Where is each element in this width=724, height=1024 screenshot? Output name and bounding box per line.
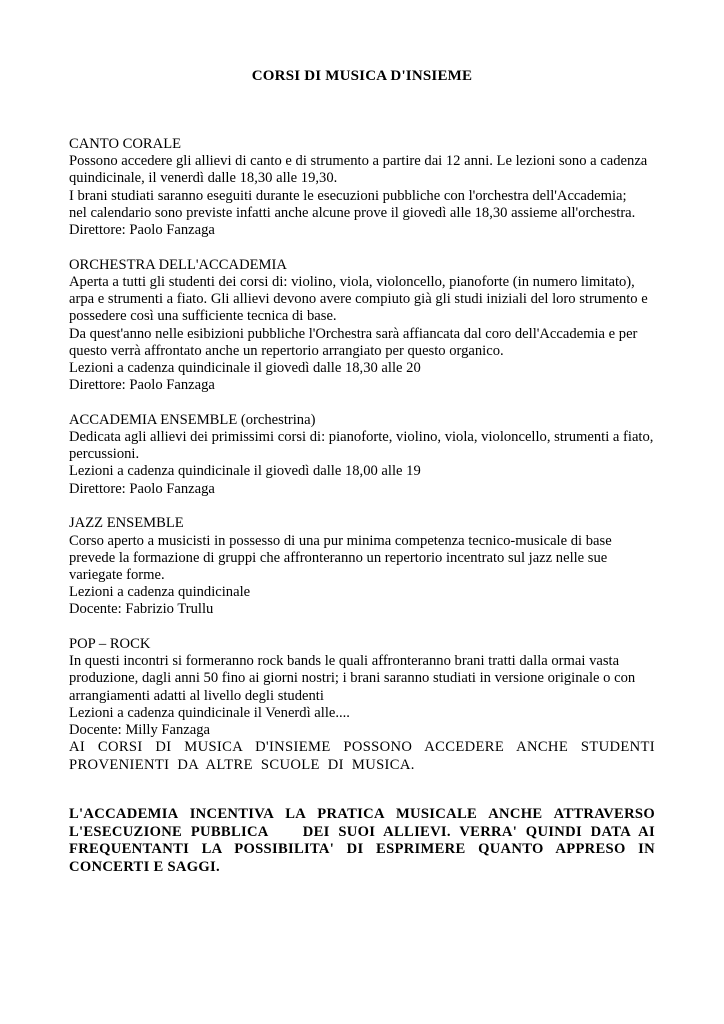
section-pop-rock xyxy=(69,636,659,739)
section-text: Lezioni a cadenza quindicinale xyxy=(69,584,251,601)
bold-note-line: FREQUENTANTI LA POSSIBILITA' DI ESPRIMERE QUANTO APPRESO IN xyxy=(69,841,655,858)
section-text: produzione, dagli anni 50 fino ai giorni nostri; i brani saranno studiati in versione originale o con xyxy=(69,670,636,687)
section-heading: ACCADEMIA ENSEMBLE (orchestrina) xyxy=(69,411,316,428)
note-line: PROVENIENTI DA ALTRE SCUOLE DI MUSICA. xyxy=(69,756,415,773)
section-text: Lezioni a cadenza quindicinale il giovedì dalle 18,30 alle 20 xyxy=(69,359,421,376)
section-text: Docente: Fabrizio Trullu xyxy=(69,601,214,618)
section-text: In questi incontri si formeranno rock bands le quali affronteranno brani tratti dalla ormai vasta xyxy=(69,653,620,670)
bold-note-line: L'ACCADEMIA INCENTIVA LA PRATICA MUSICALE ANCHE ATTRAVERSO xyxy=(69,806,655,822)
section-text: arpa e strumenti a fiato. Gli allievi devono avere compiuto già gli studi iniziali del loro strumento e xyxy=(69,291,648,308)
section-text: Aperta a tutti gli studenti dei corsi di: violino, viola, violoncello, pianoforte (in numero limitato), xyxy=(69,273,635,290)
section-text: Direttore: Paolo Fanzaga xyxy=(69,480,215,497)
bold-note-line: L'ESECUZIONE PUBBLICA DEI SUOI ALLIEVI. VERRA' QUINDI DATA AI xyxy=(69,823,655,840)
section-text: Docente: Milly Fanzaga xyxy=(69,722,211,739)
incentive-note xyxy=(69,806,655,876)
section-heading: JAZZ ENSEMBLE xyxy=(69,515,184,532)
section-text: Dedicata agli allievi dei primissimi corsi di: pianoforte, violino, viola, violoncello, strumenti a fiato, xyxy=(69,429,654,446)
section-text: Da quest'anno nelle esibizioni pubbliche l'Orchestra sarà affiancata dal coro dell'Accademia e per xyxy=(69,325,638,342)
section-text: nel calendario sono previste infatti anche alcune prove il giovedì alle 18,30 assieme all'orchestra. xyxy=(69,204,636,221)
section-accademia-ensemble xyxy=(69,412,659,498)
section-text: questo verrà affrontato anche un repertorio arrangiato per questo organico. xyxy=(69,342,504,359)
section-text: percussioni. xyxy=(69,446,140,463)
section-text: Possono accedere gli allievi di canto e di strumento a partire dai 12 anni. Le lezioni sono a cadenza xyxy=(69,153,648,170)
section-heading: CANTO CORALE xyxy=(69,136,182,152)
section-heading: POP – ROCK xyxy=(69,636,151,653)
section-text: Corso aperto a musicisti in possesso di una pur minima competenza tecnico-musicale di base xyxy=(69,532,612,549)
section-text: quindicinale, il venerdì dalle 18,30 alle 19,30. xyxy=(69,170,338,187)
section-text: prevede la formazione di gruppi che affronteranno un repertorio incentrato sul jazz nelle sue xyxy=(69,549,608,566)
section-text: I brani studiati saranno eseguiti durante le esecuzioni pubbliche con l'orchestra dell'Accademia; xyxy=(69,187,627,204)
section-text: possedere così una sufficiente tecnica di base. xyxy=(69,308,337,325)
page-title: CORSI DI MUSICA D'INSIEME xyxy=(251,68,473,84)
course-list xyxy=(69,136,659,739)
section-text: Direttore: Paolo Fanzaga xyxy=(69,377,215,394)
section-text: Lezioni a cadenza quindicinale il giovedì dalle 18,00 alle 19 xyxy=(69,463,421,480)
section-orchestra xyxy=(69,257,659,395)
access-note xyxy=(69,739,655,774)
section-text: Direttore: Paolo Fanzaga xyxy=(69,222,215,239)
section-text: arrangiamenti adatti al livello degli studenti xyxy=(69,687,324,704)
section-canto-corale xyxy=(69,136,659,239)
note-line: AI CORSI DI MUSICA D'INSIEME POSSONO ACCEDERE ANCHE STUDENTI xyxy=(69,739,655,755)
section-heading: ORCHESTRA DELL'ACCADEMIA xyxy=(69,256,287,273)
section-text: Lezioni a cadenza quindicinale il Venerdì alle.... xyxy=(69,704,350,721)
bold-note-line: CONCERTI E SAGGI. xyxy=(69,858,220,875)
section-jazz-ensemble xyxy=(69,515,659,618)
section-text: variegate forme. xyxy=(69,566,165,583)
